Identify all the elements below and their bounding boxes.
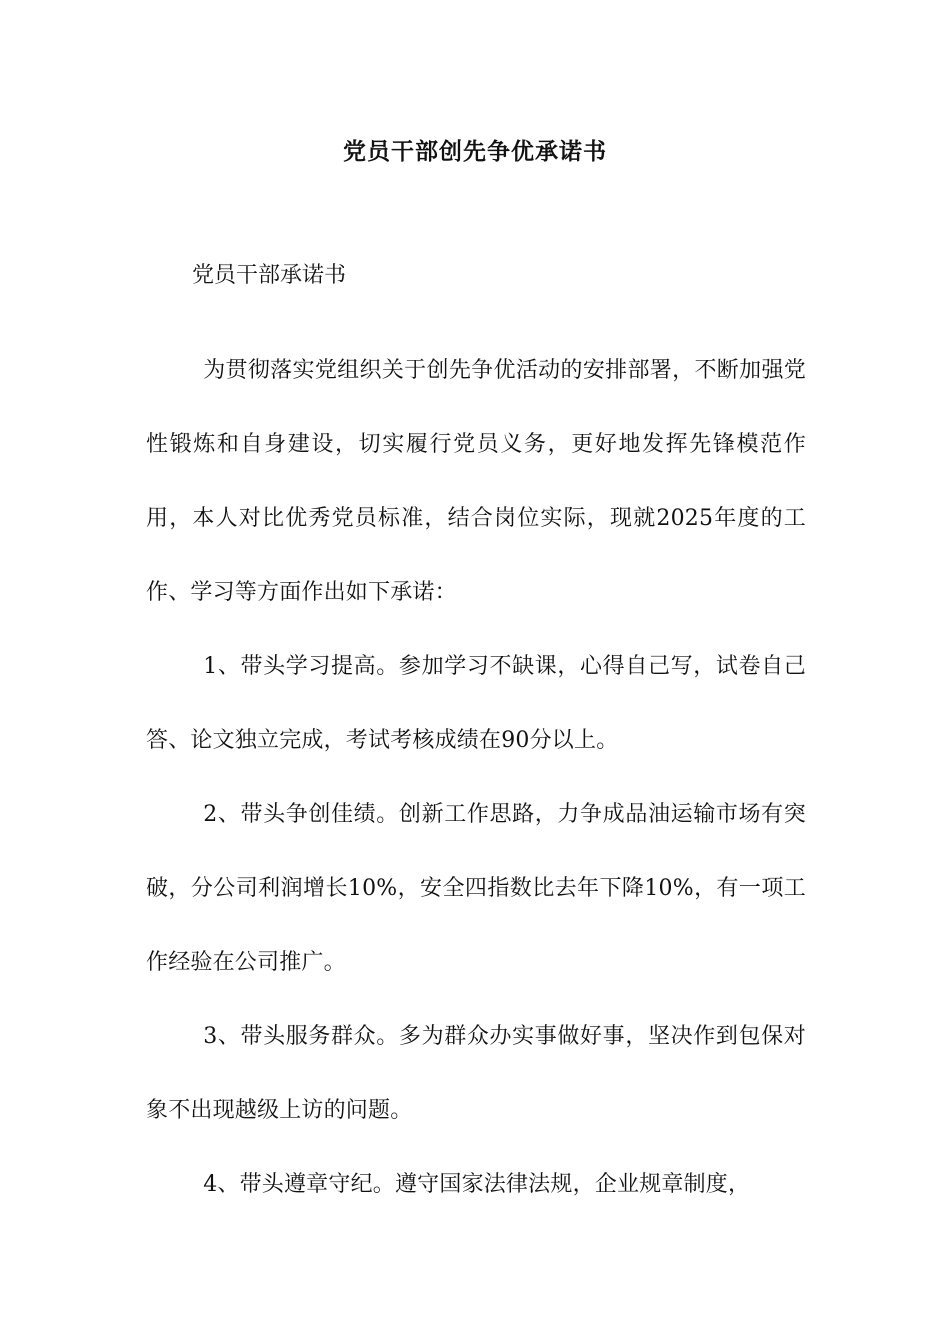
document-title: 党员干部创先争优承诺书 [343,138,607,165]
paragraph-item-2: 2、带头争创佳绩。创新工作思路，力争成品油运输市场有突破，分公司利润增长10%，安全四指数比去年下降10%，有一项工作经验在公司推广。 [146,802,806,975]
document-body [146,334,806,1222]
document-subtitle: 党员干部承诺书 [192,263,347,288]
paragraph-intro: 为贯彻落实党组织关于创先争优活动的安排部署，不断加强党性锻炼和自身建设，切实履行党员义务，更好地发挥先锋模范作用，本人对比优秀党员标准，结合岗位实际，现就2025年度的工作、学习等方面作出如下承诺： [146,358,806,605]
paragraph-item-4: 4、带头遵章守纪。遵守国家法律法规，企业规章制度， [203,1172,751,1197]
paragraph-item-3: 3、带头服务群众。多为群众办实事做好事，坚决作到包保对象不出现越级上访的问题。 [146,1024,806,1123]
paragraph-item-1: 1、带头学习提高。参加学习不缺课，心得自己写，试卷自己答、论文独立完成，考试考核成绩在90分以上。 [146,654,806,753]
